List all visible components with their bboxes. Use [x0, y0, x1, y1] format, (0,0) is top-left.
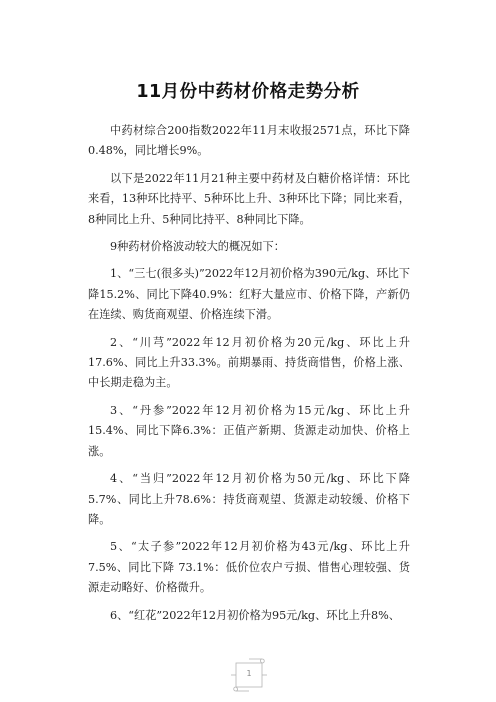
paragraph-item-sanqi: 1、“三七(很多头)”2022年12月初价格为390元/kg、环比下降15.2%、同比下降40.9%：红籽大量应市、价格下降，产新仍在连续、购货商观望、价格连续下滑。 [88, 267, 410, 322]
document-title: 11月份中药材价格走势分析 [136, 82, 360, 102]
paragraph-item-danggui: 4、“当归”2022年12月初价格为50元/kg、环比下降5.7%、同比上升78.6%：持货商观望、货源走动较缓、价格下降。 [88, 472, 410, 526]
paragraph-item-taizishen: 5、“太子参”2022年12月初价格为43元/kg、环比上升7.5%、同比下降 73.1%：低价位农户亏损、惜售心理较强、货源走动略好、价格微升。 [88, 540, 410, 595]
paragraph-intro-list: 9种药材价格波动较大的概况如下： [110, 240, 285, 254]
paragraph-item-chuanxiong: 2、“川芎”2022年12月初价格为20元/kg、环比上升17.6%、同比上升33.3%。前期暴雨、持货商惜售，价格上涨、中长期走稳为主。 [88, 335, 410, 390]
paragraph-index-summary: 中药材综合200指数2022年11月末收报2571点，环比下降0.48%，同比增长9%。 [88, 124, 410, 158]
document-body [88, 121, 410, 633]
paragraph-item-danshen: 3、“丹参”2022年12月初价格为15元/kg、环比上升15.4%、同比下降6.3%：正值产新期、货源走动加快、价格上涨。 [88, 403, 410, 458]
page-footer [229, 656, 269, 694]
paragraph-item-honghua: 6、“红花”2022年12月初价格为95元/kg、环比上升8%、 [110, 608, 400, 622]
page-number: 1 [246, 669, 252, 678]
paragraph-price-overview: 以下是2022年11月21种主要中药材及白糖价格详情：环比来看，13种环比持平、5种环比上升、3种环比下降；同比来看，8种同比上升、5种同比持平、8种同比下降。 [88, 171, 410, 226]
